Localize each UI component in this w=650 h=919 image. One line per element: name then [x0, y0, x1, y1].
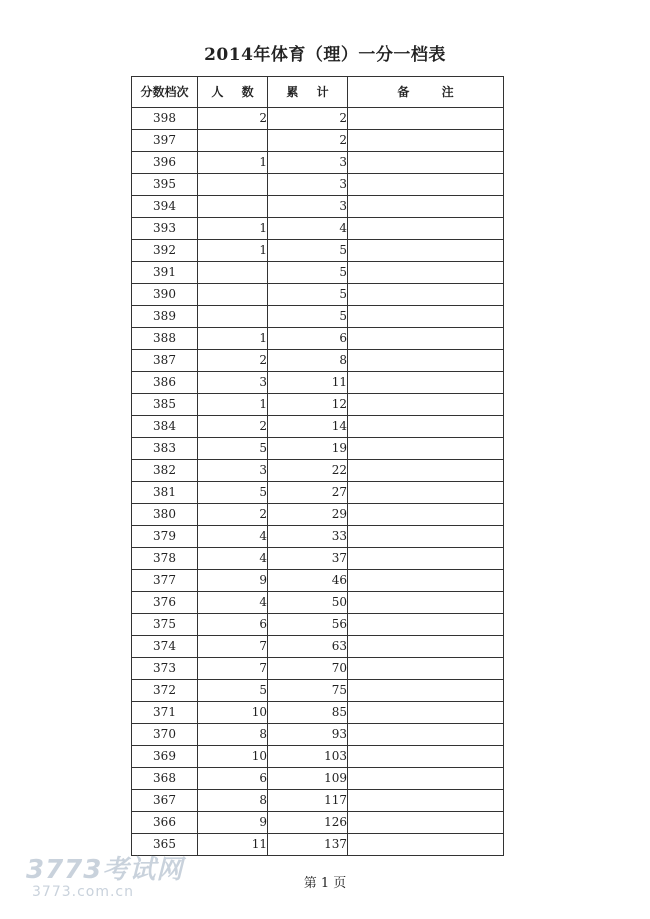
score-cell: 381: [132, 482, 198, 504]
table-row: [132, 680, 504, 702]
table-row: [132, 438, 504, 460]
watermark-logo-text: 3773考试网: [26, 855, 184, 885]
count-cell: 9: [198, 812, 268, 834]
note-cell: [348, 504, 504, 526]
count-cell: 8: [198, 790, 268, 812]
score-cell: 387: [132, 350, 198, 372]
cumulative-cell: 29: [268, 504, 348, 526]
count-cell: 5: [198, 438, 268, 460]
count-cell: 8: [198, 724, 268, 746]
table-row: [132, 306, 504, 328]
cumulative-cell: 5: [268, 284, 348, 306]
score-cell: 375: [132, 614, 198, 636]
count-cell: [198, 130, 268, 152]
table-row: [132, 350, 504, 372]
score-cell: 378: [132, 548, 198, 570]
cumulative-cell: 137: [268, 834, 348, 856]
table-row: [132, 636, 504, 658]
cumulative-cell: 50: [268, 592, 348, 614]
header-cumulative: 累 计: [268, 77, 348, 108]
score-cell: 390: [132, 284, 198, 306]
count-cell: [198, 262, 268, 284]
cumulative-cell: 126: [268, 812, 348, 834]
table-row: [132, 328, 504, 350]
note-cell: [348, 350, 504, 372]
note-cell: [348, 416, 504, 438]
note-cell: [348, 460, 504, 482]
note-cell: [348, 790, 504, 812]
note-cell: [348, 570, 504, 592]
cumulative-cell: 3: [268, 152, 348, 174]
cumulative-cell: 37: [268, 548, 348, 570]
note-cell: [348, 658, 504, 680]
cumulative-cell: 22: [268, 460, 348, 482]
note-cell: [348, 284, 504, 306]
cumulative-cell: 11: [268, 372, 348, 394]
note-cell: [348, 372, 504, 394]
cumulative-cell: 109: [268, 768, 348, 790]
note-cell: [348, 196, 504, 218]
note-cell: [348, 306, 504, 328]
table-row: [132, 724, 504, 746]
cumulative-cell: 8: [268, 350, 348, 372]
table-header-row: [132, 77, 504, 108]
count-cell: 9: [198, 570, 268, 592]
watermark-logo: [26, 856, 183, 900]
cumulative-cell: 4: [268, 218, 348, 240]
score-cell: 391: [132, 262, 198, 284]
table-row: [132, 240, 504, 262]
table-row: [132, 702, 504, 724]
note-cell: [348, 592, 504, 614]
table-row: [132, 658, 504, 680]
count-cell: 1: [198, 328, 268, 350]
table-row: [132, 526, 504, 548]
table-row: [132, 108, 504, 130]
table-row: [132, 218, 504, 240]
cumulative-cell: 75: [268, 680, 348, 702]
note-cell: [348, 108, 504, 130]
note-cell: [348, 240, 504, 262]
count-cell: 1: [198, 152, 268, 174]
count-cell: 4: [198, 526, 268, 548]
count-cell: 4: [198, 548, 268, 570]
table-row: [132, 548, 504, 570]
table-row: [132, 812, 504, 834]
count-cell: [198, 196, 268, 218]
score-cell: 383: [132, 438, 198, 460]
score-cell: 394: [132, 196, 198, 218]
cumulative-cell: 70: [268, 658, 348, 680]
count-cell: [198, 284, 268, 306]
score-cell: 369: [132, 746, 198, 768]
score-cell: 376: [132, 592, 198, 614]
cumulative-cell: 93: [268, 724, 348, 746]
score-cell: 397: [132, 130, 198, 152]
note-cell: [348, 702, 504, 724]
table-row: [132, 372, 504, 394]
header-count: 人 数: [198, 77, 268, 108]
score-cell: 386: [132, 372, 198, 394]
table-row: [132, 570, 504, 592]
table-row: [132, 834, 504, 856]
count-cell: 10: [198, 746, 268, 768]
score-cell: 367: [132, 790, 198, 812]
count-cell: 2: [198, 416, 268, 438]
cumulative-cell: 12: [268, 394, 348, 416]
table-row: [132, 592, 504, 614]
table-row: [132, 262, 504, 284]
score-cell: 366: [132, 812, 198, 834]
score-cell: 396: [132, 152, 198, 174]
cumulative-cell: 63: [268, 636, 348, 658]
count-cell: 3: [198, 372, 268, 394]
score-cell: 380: [132, 504, 198, 526]
table-body: [132, 108, 504, 856]
table-row: [132, 152, 504, 174]
table-row: [132, 482, 504, 504]
count-cell: 5: [198, 680, 268, 702]
count-cell: 11: [198, 834, 268, 856]
note-cell: [348, 174, 504, 196]
table-row: [132, 130, 504, 152]
count-cell: 3: [198, 460, 268, 482]
table-row: [132, 284, 504, 306]
table-row: [132, 504, 504, 526]
score-cell: 398: [132, 108, 198, 130]
table-row: [132, 768, 504, 790]
table-row: [132, 196, 504, 218]
count-cell: 1: [198, 240, 268, 262]
note-cell: [348, 614, 504, 636]
cumulative-cell: 5: [268, 240, 348, 262]
count-cell: 2: [198, 108, 268, 130]
score-table: [131, 76, 504, 856]
score-cell: 382: [132, 460, 198, 482]
note-cell: [348, 680, 504, 702]
score-cell: 372: [132, 680, 198, 702]
note-cell: [348, 724, 504, 746]
cumulative-cell: 85: [268, 702, 348, 724]
note-cell: [348, 394, 504, 416]
count-cell: 4: [198, 592, 268, 614]
cumulative-cell: 5: [268, 306, 348, 328]
note-cell: [348, 218, 504, 240]
note-cell: [348, 636, 504, 658]
score-cell: 379: [132, 526, 198, 548]
cumulative-cell: 3: [268, 196, 348, 218]
note-cell: [348, 328, 504, 350]
count-cell: 6: [198, 768, 268, 790]
header-score: 分数档次: [132, 77, 198, 108]
cumulative-cell: 117: [268, 790, 348, 812]
count-cell: [198, 174, 268, 196]
note-cell: [348, 262, 504, 284]
note-cell: [348, 548, 504, 570]
table-row: [132, 746, 504, 768]
table-row: [132, 460, 504, 482]
count-cell: 5: [198, 482, 268, 504]
note-cell: [348, 130, 504, 152]
note-cell: [348, 152, 504, 174]
score-cell: 365: [132, 834, 198, 856]
cumulative-cell: 33: [268, 526, 348, 548]
score-cell: 368: [132, 768, 198, 790]
score-cell: 384: [132, 416, 198, 438]
count-cell: 7: [198, 636, 268, 658]
note-cell: [348, 768, 504, 790]
page-title: 2014年体育（理）一分一档表: [204, 45, 446, 65]
note-cell: [348, 526, 504, 548]
cumulative-cell: 56: [268, 614, 348, 636]
cumulative-cell: 3: [268, 174, 348, 196]
cumulative-cell: 46: [268, 570, 348, 592]
cumulative-cell: 5: [268, 262, 348, 284]
count-cell: 7: [198, 658, 268, 680]
cumulative-cell: 103: [268, 746, 348, 768]
cumulative-cell: 6: [268, 328, 348, 350]
note-cell: [348, 746, 504, 768]
header-note: 备 注: [348, 77, 504, 108]
score-cell: 393: [132, 218, 198, 240]
count-cell: 1: [198, 394, 268, 416]
count-cell: 2: [198, 350, 268, 372]
cumulative-cell: 2: [268, 130, 348, 152]
cumulative-cell: 2: [268, 108, 348, 130]
count-cell: 1: [198, 218, 268, 240]
cumulative-cell: 19: [268, 438, 348, 460]
score-cell: 374: [132, 636, 198, 658]
count-cell: 6: [198, 614, 268, 636]
count-cell: 10: [198, 702, 268, 724]
note-cell: [348, 812, 504, 834]
watermark-url: 3773.com.cn: [32, 884, 134, 900]
score-cell: 373: [132, 658, 198, 680]
score-cell: 385: [132, 394, 198, 416]
note-cell: [348, 438, 504, 460]
score-cell: 370: [132, 724, 198, 746]
score-cell: 388: [132, 328, 198, 350]
note-cell: [348, 834, 504, 856]
score-cell: 377: [132, 570, 198, 592]
note-cell: [348, 482, 504, 504]
page-number: 第 1 页: [303, 876, 347, 891]
score-cell: 371: [132, 702, 198, 724]
score-cell: 389: [132, 306, 198, 328]
score-cell: 395: [132, 174, 198, 196]
cumulative-cell: 27: [268, 482, 348, 504]
table-row: [132, 790, 504, 812]
table-row: [132, 394, 504, 416]
table-row: [132, 174, 504, 196]
table-row: [132, 614, 504, 636]
table-row: [132, 416, 504, 438]
cumulative-cell: 14: [268, 416, 348, 438]
count-cell: [198, 306, 268, 328]
count-cell: 2: [198, 504, 268, 526]
score-cell: 392: [132, 240, 198, 262]
